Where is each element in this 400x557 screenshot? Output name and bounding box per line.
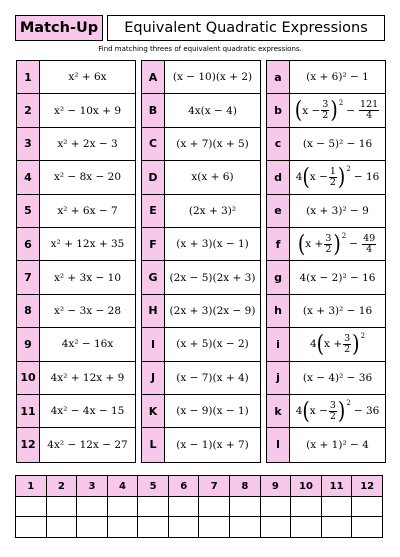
answer-header-cell: 5 [138, 476, 169, 496]
row-label: 2 [17, 94, 40, 126]
left-paren: ( [302, 162, 310, 191]
row-label: c [267, 128, 290, 160]
answer-header-cell: 8 [230, 476, 261, 496]
expression-card[interactable]: x(x + 6) [191, 171, 234, 184]
fraction-numerator: 3 [325, 232, 332, 244]
answer-header-cell: 2 [47, 476, 78, 496]
coefficient: 4 [309, 338, 317, 351]
constant-term: − 36 [353, 405, 380, 418]
variable: x [302, 104, 312, 117]
fraction [362, 234, 376, 255]
right-paren: ) [333, 229, 341, 258]
fraction-denominator: 2 [329, 410, 336, 422]
expression-card[interactable]: (x − 5)² − 16 [302, 137, 373, 150]
column-expanded-form [16, 60, 136, 463]
exponent: 2 [346, 399, 351, 408]
right-paren: ) [337, 162, 346, 191]
match-row [17, 261, 135, 294]
answer-header-cell: 12 [360, 480, 375, 492]
match-row [17, 195, 135, 228]
expression-card[interactable]: (x + 1)² − 4 [306, 438, 369, 451]
fraction [324, 234, 332, 255]
right-paren: ) [337, 396, 346, 425]
row-label: L [142, 428, 165, 461]
fraction-denominator: 2 [325, 243, 332, 255]
expression-card[interactable]: x² + 12x + 35 [50, 238, 125, 251]
row-label: 10 [17, 362, 40, 394]
row-label: i [267, 328, 290, 360]
left-paren: ( [302, 396, 310, 425]
variable: x [309, 171, 320, 184]
match-row [267, 428, 385, 461]
operator: − [319, 171, 328, 184]
expression-card[interactable]: (x − 1)(x + 7) [176, 438, 249, 451]
answer-row-2 [16, 517, 382, 537]
fraction-denominator: 2 [344, 343, 351, 355]
row-label: J [142, 362, 165, 394]
expression-card[interactable]: (2x + 3)² [188, 204, 237, 217]
match-row [267, 94, 385, 127]
coefficient: 4 [295, 405, 303, 418]
answer-cell[interactable] [291, 517, 322, 537]
answer-cell[interactable] [16, 497, 47, 516]
expression-card[interactable]: x² + 2x − 3 [57, 137, 118, 150]
row-label: l [267, 428, 290, 461]
row-label: 4 [17, 161, 40, 193]
row-label: 3 [17, 128, 40, 160]
row-label: 1 [17, 61, 40, 93]
expression-card[interactable]: 4x² + 12x + 9 [50, 371, 125, 384]
fraction-denominator: 4 [366, 110, 373, 122]
left-paren: ( [297, 229, 306, 258]
fraction [359, 100, 379, 121]
answer-header-cell: 4 [108, 476, 139, 496]
match-row [17, 428, 135, 461]
match-row [17, 228, 135, 261]
answer-cell[interactable] [322, 497, 353, 516]
row-label: G [142, 261, 165, 293]
row-label: B [142, 94, 165, 126]
expression-card[interactable]: 4x² − 4x − 15 [50, 405, 125, 418]
match-row [142, 395, 260, 428]
exponent: 2 [360, 332, 366, 341]
answer-cell[interactable] [47, 517, 78, 537]
coefficient: 4 [295, 171, 303, 184]
match-row [142, 61, 260, 94]
match-row [142, 362, 260, 395]
answer-cell[interactable] [230, 517, 261, 537]
expression-card[interactable]: (2x + 3)(2x − 9) [169, 304, 256, 317]
variable: x [324, 338, 334, 351]
math-expression [309, 329, 366, 358]
expression-card[interactable]: (x + 6)² − 1 [306, 71, 369, 84]
answer-cell[interactable] [138, 497, 169, 516]
answer-cell[interactable] [199, 517, 230, 537]
answer-header-cell: 9 [261, 476, 292, 496]
match-row [267, 295, 385, 328]
answer-row-1 [16, 497, 382, 517]
row-label: 12 [17, 428, 40, 461]
expression-card[interactable]: 4x² − 16x [61, 338, 114, 351]
answer-cell[interactable] [108, 517, 139, 537]
match-row [142, 161, 260, 194]
row-label: a [267, 61, 290, 93]
fraction-numerator: 121 [360, 99, 379, 111]
match-row [142, 328, 260, 361]
row-label: j [267, 362, 290, 394]
match-row [17, 328, 135, 361]
expression-card[interactable]: (x − 4)² − 36 [302, 371, 373, 384]
answer-header-cell: 11 [322, 476, 353, 496]
match-row [17, 94, 135, 127]
row-label: C [142, 128, 165, 160]
row-label: H [142, 295, 165, 327]
fraction [329, 167, 337, 188]
match-row [17, 128, 135, 161]
operator: + [333, 338, 343, 351]
fraction [321, 100, 329, 121]
fraction-denominator: 4 [366, 243, 373, 255]
exponent: 2 [346, 165, 351, 174]
fraction-numerator: 1 [329, 165, 336, 177]
expression-card[interactable] [290, 94, 385, 126]
row-label: 7 [17, 261, 40, 293]
match-row [267, 362, 385, 395]
fraction-numerator: 3 [322, 99, 329, 111]
variable: x [305, 238, 315, 251]
expression-card[interactable]: x² + 3x − 10 [53, 271, 122, 284]
answer-cell[interactable] [77, 517, 108, 537]
expression-card[interactable]: (x − 7)(x + 4) [176, 371, 249, 384]
answer-cell[interactable] [199, 497, 230, 516]
expression-card[interactable]: (x − 10)(x + 2) [172, 71, 253, 84]
fraction-numerator: 3 [329, 399, 336, 411]
match-row [267, 128, 385, 161]
answer-cell[interactable] [169, 497, 200, 516]
row-label: D [142, 161, 165, 193]
expression-card[interactable]: (x + 3)² − 9 [306, 204, 369, 217]
answer-header-cell: 10 [291, 476, 322, 496]
fraction [343, 334, 351, 355]
row-label: g [267, 261, 290, 293]
row-label: I [142, 328, 165, 360]
expression-card[interactable]: x² − 3x − 28 [53, 304, 122, 317]
expression-card[interactable] [290, 328, 385, 360]
left-paren: ( [316, 329, 325, 358]
match-row [142, 195, 260, 228]
answer-cell[interactable] [169, 517, 200, 537]
math-expression [297, 229, 377, 258]
row-label: K [142, 395, 165, 427]
answer-cell[interactable] [322, 517, 353, 537]
match-row [142, 261, 260, 294]
expression-card[interactable]: x² − 8x − 20 [53, 171, 122, 184]
answer-grid [15, 475, 383, 538]
header [15, 15, 385, 41]
left-paren: ( [294, 96, 303, 124]
answer-cell[interactable] [138, 517, 169, 537]
match-row [142, 94, 260, 127]
constant-term: − 16 [353, 171, 380, 184]
fraction [329, 401, 337, 422]
row-label: E [142, 195, 165, 227]
answer-header-cell: 7 [199, 476, 230, 496]
row-label: h [267, 295, 290, 327]
expression-card[interactable] [290, 395, 385, 427]
answer-cell[interactable] [108, 497, 139, 516]
right-paren: ) [352, 329, 360, 358]
row-label: 9 [17, 328, 40, 360]
worksheet-tag: Match-Up [15, 15, 103, 41]
answer-cell[interactable] [16, 517, 47, 537]
expression-card[interactable]: (x + 7)(x + 5) [176, 137, 249, 150]
match-row [17, 295, 135, 328]
match-row [17, 161, 135, 194]
match-row [267, 195, 385, 228]
answer-header-cell: 1 [16, 476, 47, 496]
fraction-numerator: 3 [344, 332, 351, 344]
variable: x [309, 405, 320, 418]
worksheet-title: Equivalent Quadratic Expressions [107, 15, 385, 41]
row-label: A [142, 61, 165, 93]
expression-card[interactable]: 4x(x − 4) [188, 104, 237, 117]
operator: − [346, 104, 356, 117]
match-row [142, 428, 260, 461]
answer-cell[interactable] [261, 497, 292, 516]
right-paren: ) [330, 96, 338, 124]
operator: + [314, 238, 324, 251]
match-row [17, 61, 135, 94]
expression-card[interactable]: x² − 10x + 9 [53, 104, 122, 117]
answer-cell[interactable] [291, 497, 322, 516]
row-label: 5 [17, 195, 40, 227]
match-row [142, 295, 260, 328]
answer-header-cell: 6 [169, 476, 200, 496]
column-factorised-form [141, 60, 261, 463]
match-row [17, 395, 135, 428]
expression-card[interactable]: (x + 3)² − 16 [302, 304, 373, 317]
match-row [142, 228, 260, 261]
match-row [267, 161, 385, 194]
math-expression [295, 396, 380, 425]
operator: − [349, 238, 359, 251]
match-row [17, 362, 135, 395]
answer-cell[interactable] [261, 517, 292, 537]
match-row [142, 128, 260, 161]
operator: − [311, 104, 321, 117]
math-expression [295, 162, 380, 191]
expression-card[interactable]: x² + 6x [68, 71, 107, 84]
answer-cell[interactable] [77, 497, 108, 516]
row-label: F [142, 228, 165, 260]
expression-card[interactable]: (x + 5)(x − 2) [176, 338, 249, 351]
expression-card[interactable]: x² + 6x − 7 [57, 204, 118, 217]
exponent: 2 [341, 232, 347, 241]
row-label: b [267, 94, 290, 126]
expression-card[interactable]: (2x − 5)(2x + 3) [169, 271, 256, 284]
match-row [267, 228, 385, 261]
row-label: e [267, 195, 290, 227]
match-row [267, 61, 385, 94]
answer-grid-header [16, 476, 382, 497]
fraction-numerator: 49 [363, 232, 376, 244]
expression-card[interactable] [290, 161, 385, 193]
math-expression [294, 96, 380, 124]
operator: − [319, 405, 328, 418]
expression-card[interactable] [290, 228, 385, 260]
answer-cell[interactable] [230, 497, 261, 516]
match-row [267, 328, 385, 361]
fraction-denominator: 2 [322, 110, 329, 122]
expression-card[interactable]: 4x² − 12x − 27 [47, 438, 128, 451]
row-label: d [267, 161, 290, 193]
expression-card[interactable]: 4(x − 2)² − 16 [299, 271, 376, 284]
match-row [267, 261, 385, 294]
row-label: 8 [17, 295, 40, 327]
answer-cell[interactable] [47, 497, 78, 516]
exponent: 2 [338, 98, 344, 107]
expression-card[interactable]: (x + 3)(x − 1) [176, 238, 249, 251]
match-row [267, 395, 385, 428]
row-label: 11 [17, 395, 40, 427]
expression-card[interactable]: (x − 9)(x − 1) [176, 405, 249, 418]
row-label: k [267, 395, 290, 427]
answer-cell[interactable] [352, 517, 382, 537]
column-completed-square-form [266, 60, 386, 463]
row-label: f [267, 228, 290, 260]
instructions: Find matching threes of equivalent quadratic expressions. [98, 45, 302, 53]
fraction-denominator: 2 [329, 176, 336, 188]
row-label: 6 [17, 228, 40, 260]
answer-header-cell: 3 [77, 476, 108, 496]
answer-cell[interactable] [352, 497, 382, 516]
